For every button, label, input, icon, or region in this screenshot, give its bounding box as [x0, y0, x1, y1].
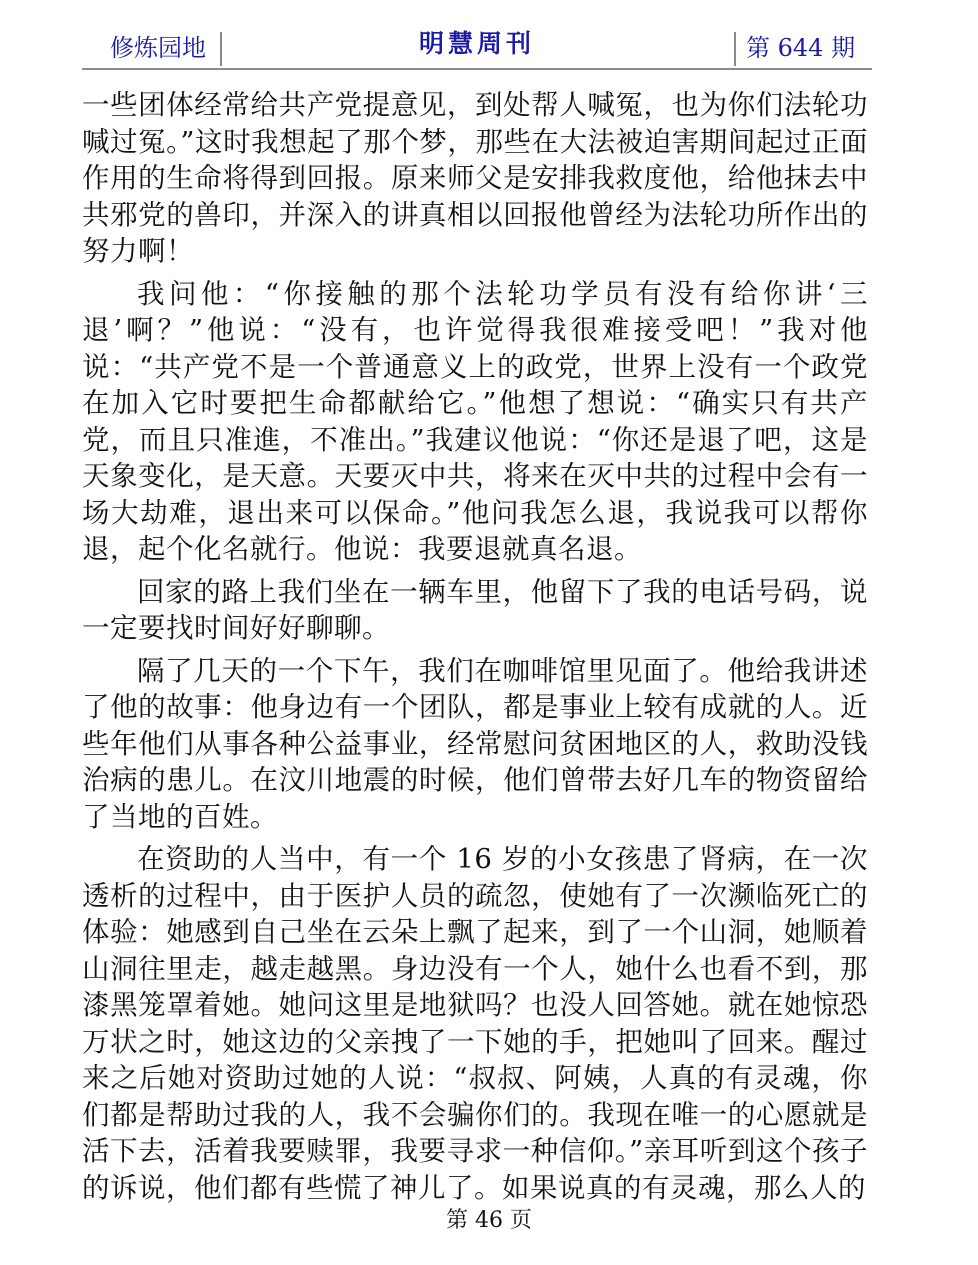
paragraph-4: 隔了几天的一个下午，我们在咖啡馆里见面了。他给我讲述了他的故事：他身边有一个团队，都是事业上较有成就的人。近些年他们从事各种公益事业，经常慰问贫困地区的人，救助没钱治病的患儿。在汶川地震的时候，他们曾带去好几车的物资留给了当地的百姓。 — [82, 654, 868, 833]
page-header — [82, 26, 872, 70]
issue-number: 第 644 期 — [746, 34, 856, 62]
paragraph-1: 一些团体经常给共产党提意见，到处帮人喊冤，也为你们法轮功喊过冤。”这时我想起了那个梦，那些在大法被迫害期间起过正面作用的生命将得到回报。原来师父是安排我救度他，给他抹去中共邪党的兽印，并深入的讲真相以回报他曾经为法轮功所作出的努力啊！ — [82, 89, 868, 267]
publication-title: 明慧周刊 — [418, 29, 535, 58]
paragraph-2: 我问他：“你接触的那个法轮功学员有没有给你讲‘三退’啊？”他说：“没有，也许觉得我很难接受吧！”我对他说：“共产党不是一个普通意义上的政党，世界上没有一个政党在加入它时要把生命都献给它。”他想了想说：“确实只有共产党，而且只准進，不准出。”我建议他说：“你还是退了吧，这是天象变化，是天意。天要灭中共，将来在灭中共的过程中会有一场大劫难，退出来可以保命。”他问我怎么退，我说我可以帮你退，起个化名就行。他说：我要退就真名退。 — [82, 277, 868, 565]
header-divider-right — [734, 32, 736, 66]
paragraph-3: 回家的路上我们坐在一辆车里，他留下了我的电话号码，说一定要找时间好好聊聊。 — [82, 575, 868, 644]
article-body — [82, 87, 868, 1212]
paragraph-5: 在资助的人当中，有一个 16 岁的小女孩患了肾病，在一次透析的过程中，由于医护人员的疏忽，使她有了一次濒临死亡的体验：她感到自己坐在云朵上飘了起来，到了一个山洞，她顺着山洞往里走，越走越黑。身边没有一个人，她什么也看不到，那漆黑笼罩着她。她问这里是地狱吗？也没人回答她。就在她惊恐万状之时，她这边的父亲拽了一下她的手，把她叫了回来。醒过来之后她对资助过她的人说：“叔叔、阿姨，人真的有灵魂，你们都是帮助过我的人，我不会骗你们的。我现在唯一的心愿就是活下去，活着我要赎罪，我要寻求一种信仰。”亲耳听到这个孩子的诉说，他们都有些慌了神儿了。如果说真的有灵魂，那么人的 — [82, 843, 868, 1204]
section-name: 修炼园地 — [110, 34, 206, 62]
page-number: 第 46 页 — [446, 1208, 532, 1233]
